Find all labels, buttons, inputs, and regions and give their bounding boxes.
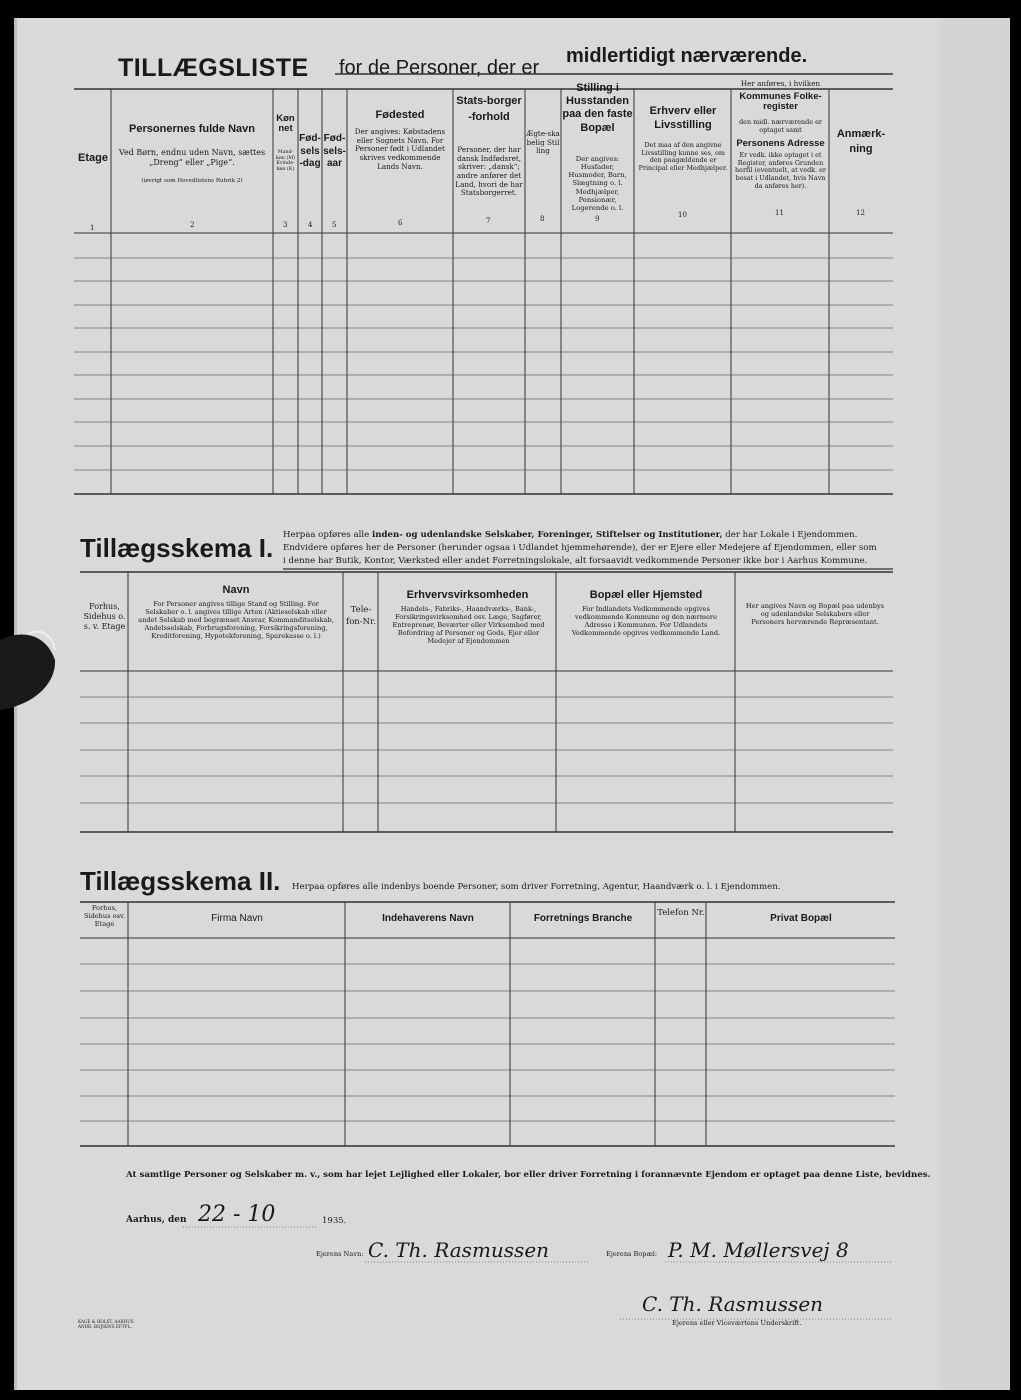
col-register-pre: Her anføres, i hvilken [740,79,821,88]
s2-col-branch: Forretnings Branche [533,913,633,924]
s2-col-phone: Telefon Nr. [657,908,705,918]
col-citizenship-note: Personer, der har dansk Indfødsret, skriver: „dansk“; andre anfører det Land, hvori de har Statsborgerret. [455,145,523,198]
year-label: 1935. [322,1216,347,1226]
colnum-2: 2 [190,221,195,229]
s1-col-phone: Tele-fon-Nr. [346,605,376,627]
col-household-note: Der angives: Husfader, Husmoder, Barn, Slægtning o. l. Medhjælper, Pensionær, Logerende o. l. [568,155,627,212]
date-handwritten: 22 - 10 [198,1202,276,1227]
skema1-intro-line2: Endvidere opføres her de Personer (herunder ogsaa i Udlandet hjemmehørende), der er Ejere eller Medejere af Ejendommen, eller som [283,543,877,553]
col-household-heading: Stilling i Husstanden paa den faste Bopæl [562,82,633,134]
residence-label: Ejerens Bopæl: [606,1250,658,1258]
place-label: Aarhus, den [126,1215,187,1225]
col-sex-heading: Kønnet [276,113,295,134]
col-etage: Etage [78,152,108,164]
title-emphasis: midlertidigt nærværende. [566,45,808,67]
col-occupation-heading: Erhverv eller Livsstilling [649,105,717,132]
colnum-3: 3 [283,221,288,229]
colnum-4: 4 [308,221,313,229]
second-signature: C. Th. Rasmussen [642,1292,824,1316]
colnum-1: 1 [90,224,95,232]
colnum-12: 12 [856,209,865,217]
s1-col-name-heading: Navn [222,584,250,596]
owner-label: Ejerens Navn: [316,1250,364,1258]
s2-col-firm: Firma Navn [211,913,263,924]
colnum-9: 9 [595,215,600,223]
col-remarks: Anmærk-ning [836,128,886,156]
s1-col-residence-heading: Bopæl eller Hjemsted [589,589,703,601]
colnum-10: 10 [678,211,687,219]
s2-col-owner: Indehaverens Navn [382,913,474,924]
title-rest: for de Personer, der er [339,57,540,79]
col-register-heading: Kommunes Folke-register [739,91,822,112]
col-birthplace-heading: Fødested [375,109,425,121]
s1-col-representative-note: Her angives Navn og Bopæl paa udenbys og udenlandske Selskabers eller Personers herværende Repræsentant. [745,602,885,626]
colnum-11: 11 [775,209,784,217]
s2-col-private: Privat Bopæl [770,913,832,924]
s1-col-etage: Forhus, Sidehus o. s. v. Etage [83,602,126,631]
skema1-intro-line1 [283,530,857,540]
skema1-intro-bold: inden- og udenlandske Selskaber, Foreninger, Stiftelser og Institutioner, [371,530,723,540]
s1-col-business-heading: Erhvervsvirksomheden [406,589,529,601]
printer-mark: KAGE & HOLST, AARHUS ANDR. BOJSENS EFTFL. [78,1319,134,1329]
skema1-title: Tillægsskema I. [80,533,274,563]
colnum-5: 5 [332,221,337,229]
col-marital: Ægte-skabelig Stilling [526,129,560,156]
col-citizenship-heading: Stats-borger-forhold [456,95,522,123]
col-birthplace-note: Der angives: Købstadens eller Sognets Navn. For Personer født i Udlandet skrives vedkommende Lands Navn. [354,127,446,171]
col-register-note: Er vedk. ikke optaget i et Register, anføres Grunden herfil (eventuelt, at vedk. er bosat i Udlandet, hvis Navn da anføres her). [735,151,826,190]
attestation-text: At samtlige Personer og Selskaber m. v., som har lejet Lejlighed eller Lokaler, bor eller driver Forretning i forannævnte Ejendom er optaget paa denne Liste, bevidnes. [126,1170,931,1180]
col-register-heading2: Personens Adresse [736,138,825,149]
col-birthyear: Fød-sels-aar [323,133,346,169]
skema1-intro-tail: der har Lokale i Ejendommen. [725,530,858,540]
col-name-heading: Personernes fulde Navn [129,123,255,135]
skema2-intro: Herpaa opføres alle indenbys boende Personer, som driver Forretning, Agentur, Haandværk o. l. i Ejendommen. [292,882,781,892]
col-occupation-note: Det maa af den angivne Livsstilling kunne ses, om den paagældende er Principal eller Medhjælper. [638,141,728,173]
col-birthday: Fød-sels-dag [299,133,321,169]
s1-col-name-note: For Personer angives tillige Stand og Stilling. For Selskaber o. l. angives tillige Arten (Aktieselskab eller andet Selskab med begrænset Ansvar, Kommanditselskab, Andelsselskab, Forbrugsforening, Forsikringsforening, Kreditforening, Hypotekforening, Sparekasse o. l.) [138,600,334,640]
col-sex-note: Mand-køn (M) Kvinde-køn (K) [275,150,296,172]
skema2-title: Tillægsskema II. [80,866,281,896]
col-name-note2: (iøvrigt som Hovedlistens Rubrik 2) [141,178,243,184]
s1-col-residence-note: For Indlandets Vedkommende opgives vedkommende Kommune og den nærmere Adresse i Kommunen. For Udlandets Vedkommende opgives vedkommende Land. [571,605,721,637]
col-register-mid: den midl. nærværende er optaget samt [739,118,822,134]
owner-signature: C. Th. Rasmussen [368,1238,550,1262]
skema1-intro-lead: Herpaa opføres alle [283,530,370,540]
skema1-intro-line3: i denne har Butik, Kontor, Værksted eller andet Forretningslokale, alt forsaavidt vedkommende Personer ikke bor i Aarhus Kommune. [283,556,868,566]
s2-col-etage: Forhus, Sidehus osv. Etage [83,904,126,928]
colnum-7: 7 [486,217,491,225]
signature-caption: Ejerens eller Viceværtens Underskrift. [672,1319,802,1327]
s1-col-business-note: Handels-, Fabriks-, Haandværks-, Bank-, Forsikringsvirksomhed osv. Læge, Sagfører, Entreprenør, Beværter eller Virksomhed med Befordring af Personer og Gods, Ejer eller Medejer af Ejendommen [392,605,545,645]
colnum-6: 6 [398,219,403,227]
col-name-note: Ved Børn, endnu uden Navn, sættes „Dreng“ eller „Pige“. [118,148,266,167]
title-main: TILLÆGSLISTE [118,54,309,82]
residence-handwritten: P. M. Møllersvej 8 [668,1238,849,1262]
colnum-8: 8 [540,215,545,223]
